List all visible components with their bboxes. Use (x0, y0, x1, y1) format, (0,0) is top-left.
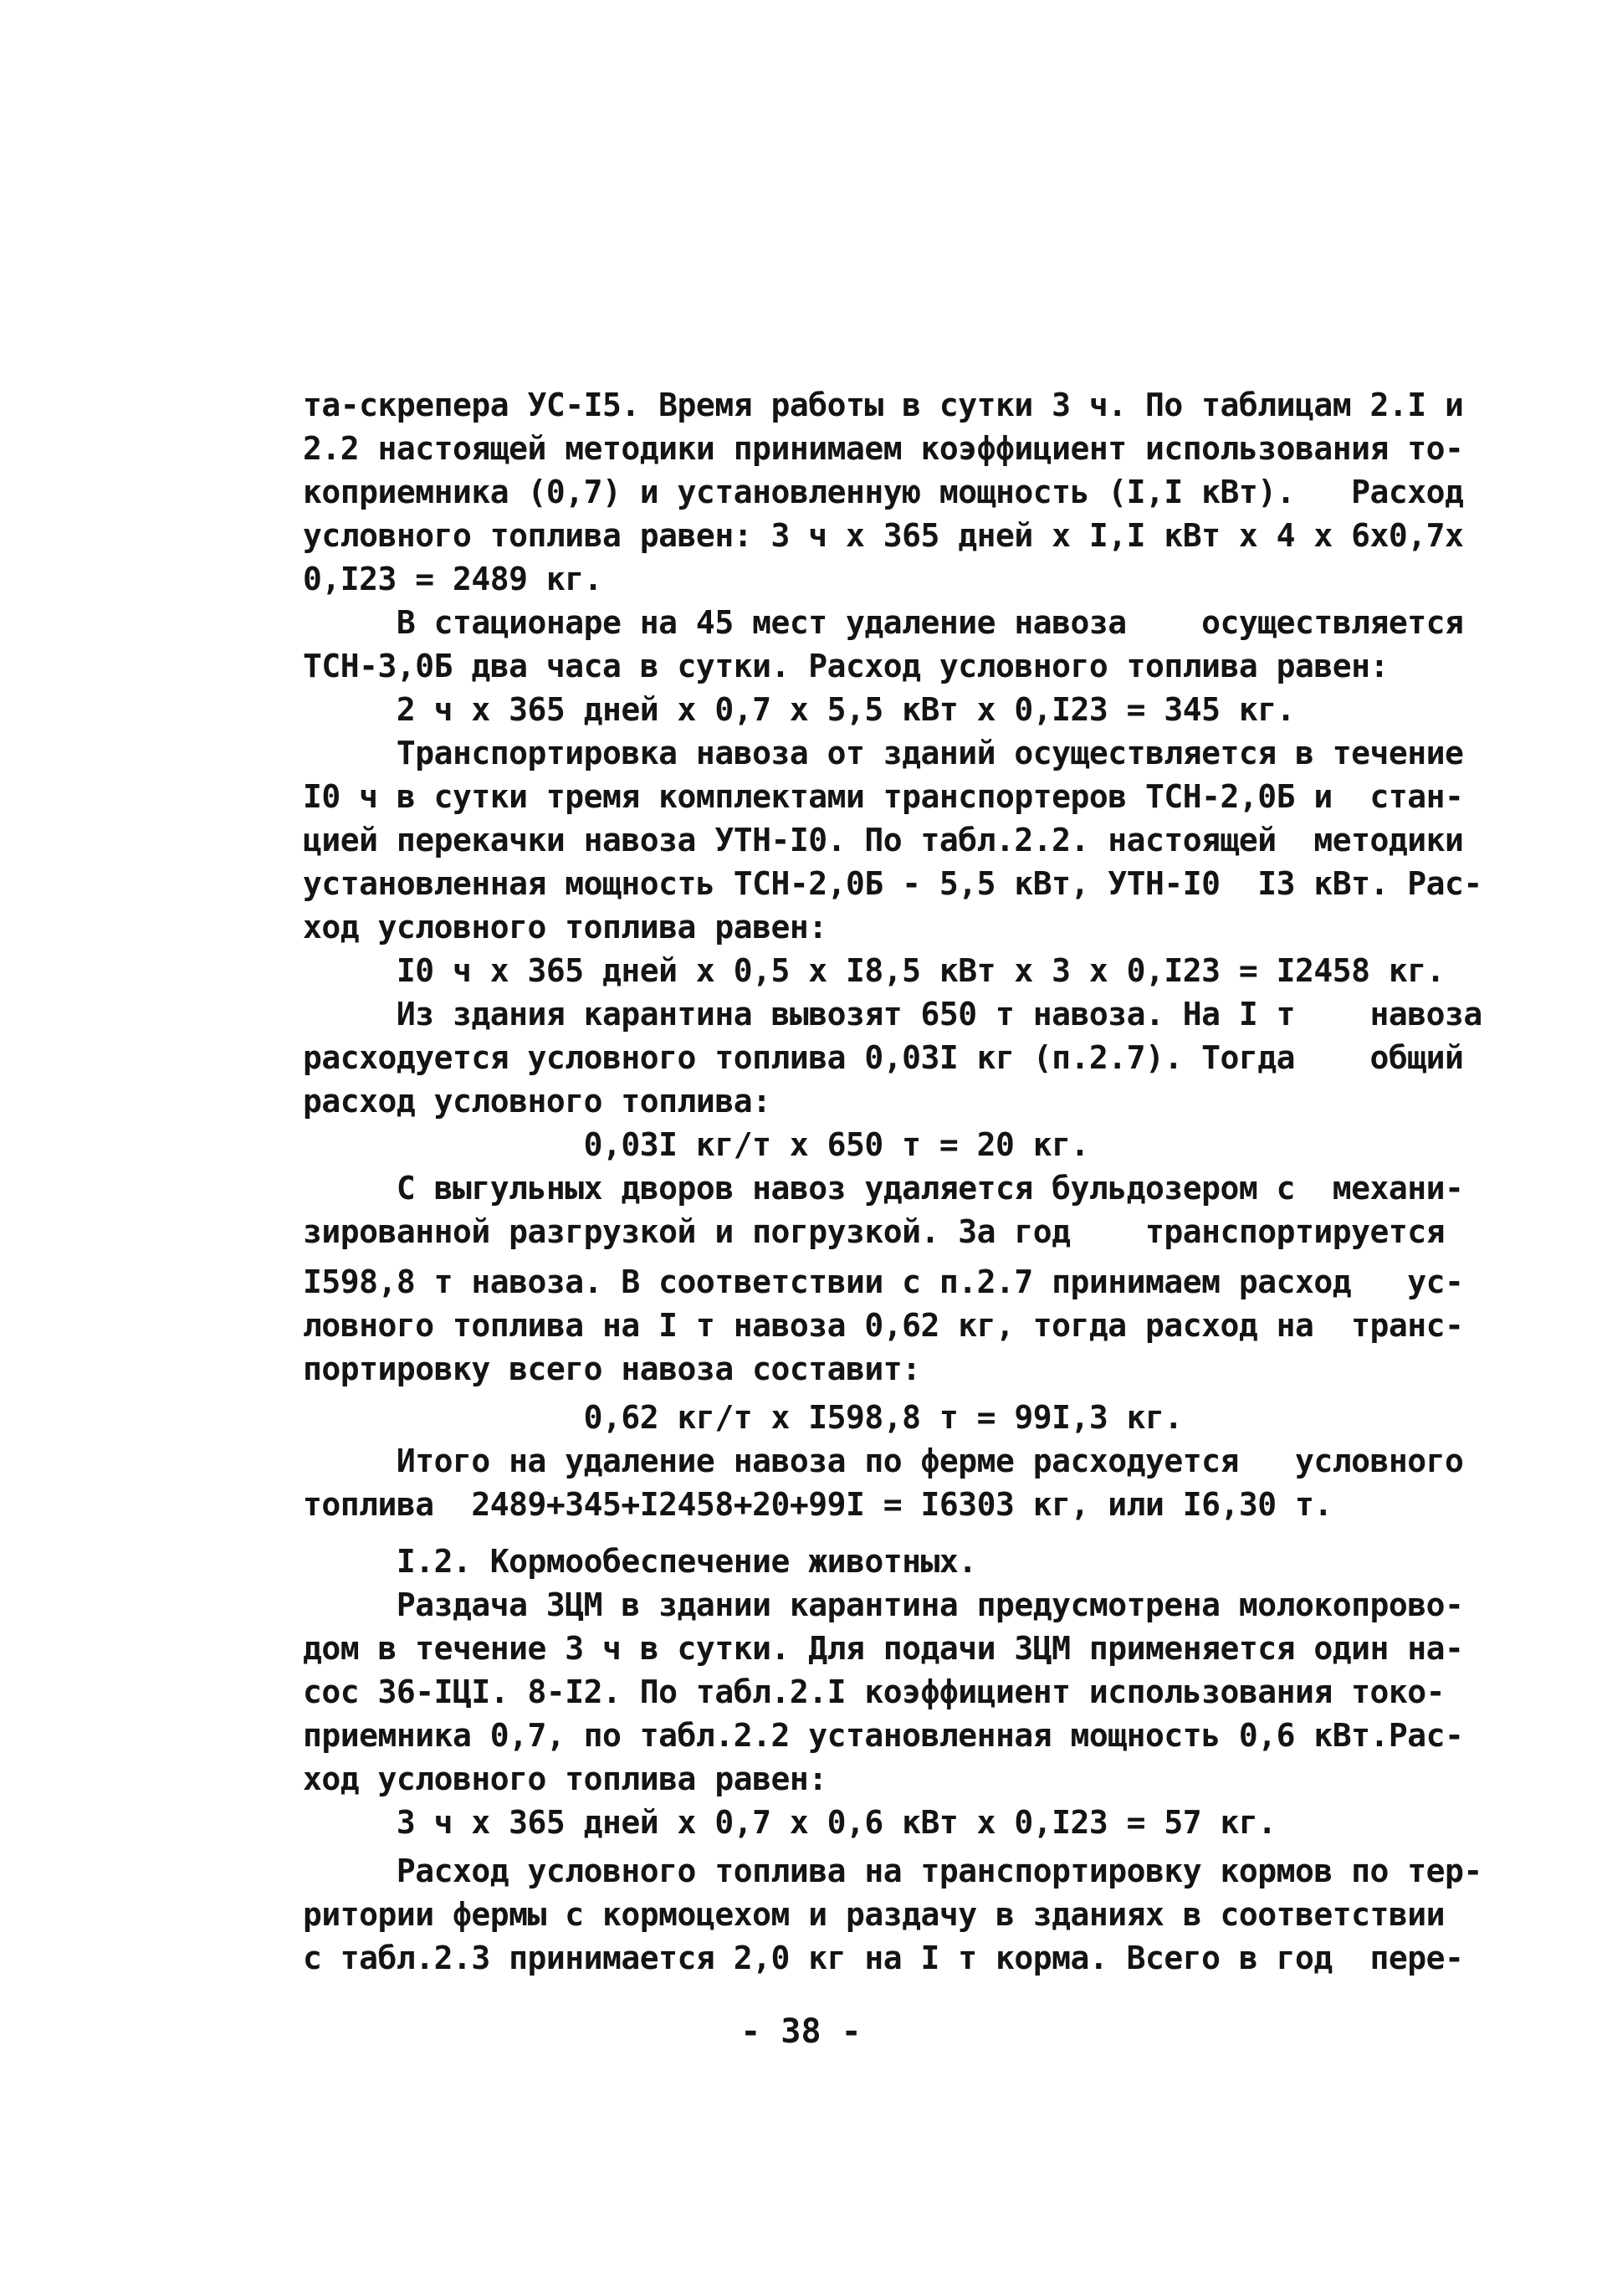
text-line: условного топлива равен: 3 ч х 365 дней х I,I кВт х 4 х 6х0,7х (303, 517, 1464, 554)
text-line: Из здания карантина вывозят 650 т навоза. На I т навоза (303, 996, 1482, 1033)
text-line: портировку всего навоза составит: (303, 1350, 921, 1387)
text-line: I0 ч в сутки тремя комплектами транспортеров ТСН-2,0Б и стан- (303, 778, 1464, 815)
text-line: I0 ч х 365 дней х 0,5 х I8,5 кВт х 3 х 0,I23 = I2458 кг. (303, 952, 1446, 989)
text-line: ритории фермы с кормоцехом и раздачу в зданиях в соответствии (303, 1896, 1446, 1933)
text-line: цией перекачки навоза УТН-I0. По табл.2.2. настоящей методики (303, 822, 1464, 858)
text-line: Итого на удаление навоза по ферме расходуется условного (303, 1443, 1464, 1479)
text-line: зированной разгрузкой и погрузкой. За год транспортируется (303, 1213, 1446, 1250)
text-line: расходуется условного топлива 0,03I кг (п.2.7). Тогда общий (303, 1039, 1464, 1076)
text-line: 0,03I кг/т х 650 т = 20 кг. (303, 1126, 1089, 1163)
text-line: топлива 2489+345+I2458+20+99I = I6303 кг, или I6,30 т. (303, 1486, 1333, 1523)
text-line: Транспортировка навоза от зданий осуществляется в течение (303, 735, 1464, 771)
text-line: 3 ч х 365 дней х 0,7 х 0,6 кВт х 0,I23 = 57 кг. (303, 1804, 1277, 1841)
text-line: дом в течение 3 ч в сутки. Для подачи ЗЦМ применяется один на- (303, 1630, 1464, 1667)
page-number: - 38 - (740, 2012, 862, 2051)
text-line: I.2. Кормообеспечение животных. (303, 1543, 977, 1580)
text-line: с табл.2.3 принимается 2,0 кг на I т корма. Всего в год пере- (303, 1940, 1464, 1976)
text-line: 0,62 кг/т х I598,8 т = 99I,3 кг. (303, 1399, 1183, 1436)
text-line: С выгульных дворов навоз удаляется бульдозером с механи- (303, 1170, 1464, 1207)
text-line: Раздача ЗЦМ в здании карантина предусмотрена молокопрово- (303, 1586, 1464, 1623)
text-line: 2 ч х 365 дней х 0,7 х 5,5 кВт х 0,I23 = 345 кг. (303, 691, 1296, 728)
text-line: ход условного топлива равен: (303, 1760, 827, 1797)
text-line: Расход условного топлива на транспортировку кормов по тер- (303, 1853, 1482, 1889)
text-line: та-скрепера УС-I5. Время работы в сутки 3 ч. По таблицам 2.I и (303, 387, 1464, 423)
text-line: 2.2 настоящей методики принимаем коэффициент использования то- (303, 430, 1464, 467)
text-line: В стационаре на 45 мест удаление навоза осуществляется (303, 604, 1464, 641)
text-line: установленная мощность ТСН-2,0Б - 5,5 кВт, УТН-I0 I3 кВт. Рас- (303, 865, 1482, 902)
text-line: расход условного топлива: (303, 1083, 771, 1120)
text-line: ТСН-3,0Б два часа в сутки. Расход условного топлива равен: (303, 648, 1389, 684)
text-line: сос 36-IЦI. 8-I2. По табл.2.I коэффициент использования токо- (303, 1673, 1446, 1710)
text-line: ход условного топлива равен: (303, 909, 827, 946)
text-line: приемника 0,7, по табл.2.2 установленная мощность 0,6 кВт.Рас- (303, 1717, 1464, 1754)
text-line: 0,I23 = 2489 кг. (303, 561, 603, 597)
text-line: коприемника (0,7) и установленную мощность (I,I кВт). Расход (303, 474, 1464, 510)
text-line: ловного топлива на I т навоза 0,62 кг, тогда расход на транс- (303, 1307, 1464, 1344)
text-line: I598,8 т навоза. В соответствии с п.2.7 принимаем расход ус- (303, 1263, 1464, 1300)
